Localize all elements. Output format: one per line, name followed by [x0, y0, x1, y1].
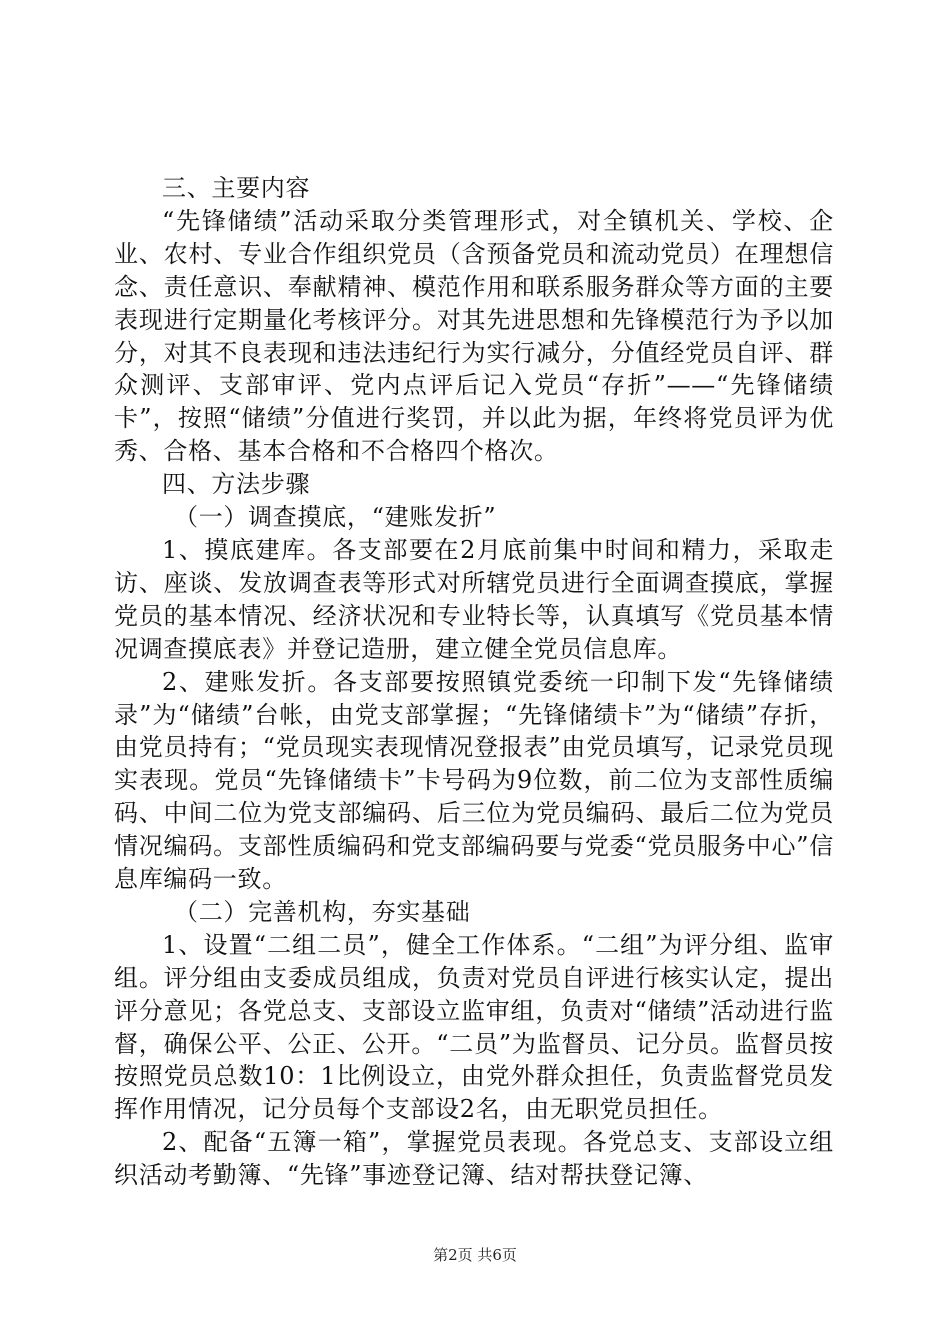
subheading-investigation: （一）调查摸底，“建账发折” [174, 503, 497, 532]
paragraph-main-content: “先锋储绩”活动采取分类管理形式，对全镇机关、学校、企业、农村、专业合作组织党员（含预备党员和流动党员）在理想信念、责任意识、奉献精神、模范作用和联系服务群众等方面的主要表现进行定期量化考核评分。对其先进思想和先锋模范行为予以加分，对其不良表现和违法违纪行为实行减分，分值经党员自评、群众测评、支部审评、党内点评后记入党员“存折”——“先锋储绩卡”，按照“储绩”分值进行奖罚，并以此为据，年终将党员评为优秀、合格、基本合格和不合格四个格次。 [114, 206, 834, 466]
paragraph-build-accounts: 2、建账发折。各支部要按照镇党委统一印制下发“先锋储绩录”为“储绩”台帐，由党支部掌握；“先锋储绩卡”为“储绩”存折，由党员持有；“党员现实表现情况登报表”由党员填写，记录党员现实表现。党员“先锋储绩卡”卡号码为9位数，前二位为支部性质编码、中间二位为党支部编码、后三位为党员编码、最后二位为党员情况编码。支部性质编码和党支部编码要与党委“党员服务中心”信息库编码一致。 [114, 667, 834, 894]
page-footer: 第2页 共6页 [433, 1246, 517, 1264]
heading-main-content: 三、主要内容 [162, 174, 311, 202]
paragraph-five-books-one-box: 2、配备“五簿一箱”，掌握党员表现。各党总支、支部设立组织活动考勤簿、“先锋”事迹登记簿、结对帮扶登记簿、 [114, 1128, 834, 1190]
paragraph-build-database: 1、摸底建库。各支部要在2月底前集中时间和精力，采取走访、座谈、发放调查表等形式对所辖党员进行全面调查摸底，掌握党员的基本情况、经济状况和专业特长等，认真填写《党员基本情况调查摸底表》并登记造册，建立健全党员信息库。 [114, 535, 834, 663]
paragraph-two-groups-two-staff: 1、设置“二组二员”，健全工作体系。“二组”为评分组、监审组。评分组由支委成员组成，负责对党员自评进行核实认定，提出评分意见；各党总支、支部设立监审组，负责对“储绩”活动进行监督，确保公平、公正、公开。“二员”为监督员、记分员。监督员按按照党员总数10：1比例设立，由党外群众担任，负责监督党员发挥作用情况，记分员每个支部设2名，由无职党员担任。 [114, 930, 834, 1124]
subheading-improve-organization: （二）完善机构，夯实基础 [174, 897, 471, 926]
document-body [114, 172, 834, 1192]
heading-method-steps: 四、方法步骤 [162, 470, 311, 499]
